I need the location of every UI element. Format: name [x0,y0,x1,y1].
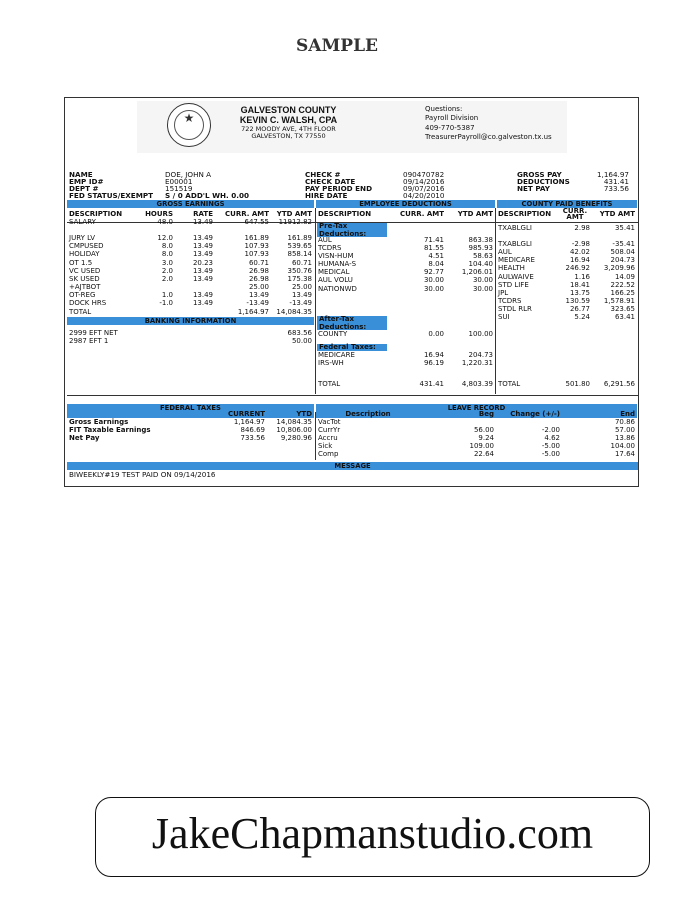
earnings-row [67,218,314,226]
benefits-rows [496,224,637,321]
pretax-row-cell: 863.38 [468,236,493,244]
earnings-row-cell: 3.0 [161,258,173,267]
earnings-row-cell [215,226,271,234]
fedtax-row-cell: 204.73 [468,351,493,359]
earnings-row-cell [137,283,175,291]
name-label: NAME [69,170,93,179]
earnings-row-cell: 107.93 [244,242,269,251]
earnings-row-cell: 13.49 [192,274,213,283]
deductions: 431.41 [603,177,629,186]
benefit-row-cell [592,232,637,240]
col-header: RATE [193,210,213,218]
leave-row [316,450,637,458]
benefit-row-cell: 222.52 [610,280,635,289]
earnings-row [67,267,314,275]
pretax-row-cell: 104.40 [468,260,493,269]
pretax-row [316,285,495,293]
col-header: DESCRIPTION [498,209,552,218]
earnings-row-cell: 25.00 [291,282,312,291]
earnings-row-cell: 25.00 [248,282,269,291]
pretax-row-cell: AUL VOLU [318,276,353,285]
benefit-row [496,264,637,272]
earnings-row-cell: 13.49 [192,242,213,251]
banking-row-cell: 50.00 [291,337,312,346]
earnings-row [67,234,314,242]
total-label: TOTAL [498,380,521,388]
gross-earnings-header: GROSS EARNINGS [67,200,314,208]
benefits-total [496,380,637,388]
pretax-row-cell: 58.63 [472,252,493,261]
pretax-row [316,268,495,276]
questions-label: Questions: [425,105,463,113]
message-header: MESSAGE [67,462,638,470]
banking-row [67,337,314,345]
earnings-total-curr: 1,164.97 [237,308,269,316]
benefit-row-cell: 63.41 [614,313,635,322]
net-pay: 733.56 [603,184,629,193]
earnings-row-cell: 858.14 [287,250,312,259]
deductions-total-curr: 431.41 [419,380,444,388]
earnings-row-cell: 26.98 [248,266,269,275]
earnings-row-cell: HOLIDAY [69,250,100,259]
fedtax-row-cell: 1,220.31 [461,359,493,368]
col-header: DESCRIPTION [69,210,123,218]
federal-row [67,418,314,426]
earnings-row-cell: 107.93 [244,250,269,259]
benefit-row-cell: 18.41 [569,280,590,289]
benefit-row [496,281,637,289]
leave-row-cell: 4.62 [544,434,560,443]
dept-label: DEPT # [69,184,99,193]
benefit-row-cell: TXABLGLI [498,224,532,232]
earnings-row-cell [175,226,215,234]
earnings-row-cell: 60.71 [291,258,312,267]
benefit-row-cell: 246.92 [565,264,590,273]
pay-stub [64,97,639,487]
banking-row-cell: 2999 EFT NET [69,329,118,337]
benefit-row [496,248,637,256]
leave-row-cell: 22.64 [473,450,494,459]
benefit-row-cell: 508.04 [610,248,635,257]
deductions-total [316,380,495,388]
pretax-row-cell: AUL [318,236,332,244]
aftertax-row-cell: 100.00 [468,330,493,338]
earnings-total [67,308,314,316]
earnings-row-cell: 13.49 [192,299,213,308]
banking-row-cell: 683.56 [287,329,312,337]
earnings-row-cell: 13.49 [192,266,213,275]
benefit-row-cell: 130.59 [565,296,590,305]
earnings-row-cell: 20.23 [192,258,213,267]
benefit-row-cell: -35.41 [612,240,635,249]
dept: 151519 [165,184,193,193]
deductions-total-ytd: 4,803.39 [461,380,493,388]
pay-period-end: 09/07/2016 [403,184,445,193]
division: Payroll Division [425,114,479,123]
benefit-row-cell: 26.77 [569,304,590,313]
address-line1: 722 MOODY AVE, 4TH FLOOR [241,124,336,133]
earnings-row [67,226,314,234]
benefit-row-cell: -2.98 [571,240,590,249]
studio-watermark-text: JakeChapmanstudio.com [151,809,594,858]
earnings-row [67,299,314,307]
federal-row-cell: 846.69 [240,426,265,435]
benefit-row-cell: 1.16 [574,272,590,281]
pretax-row-cell: 1,206.01 [461,268,493,277]
federal-row-cell: 1,164.97 [233,418,265,427]
benefit-row-cell: TXABLGLI [498,240,532,249]
benefits-table [496,208,637,220]
pretax-row [316,236,495,244]
benefit-row-cell [558,232,592,240]
benefit-row [496,313,637,321]
earnings-row [67,283,314,291]
federal-taxes-header: FEDERAL TAXES [67,404,314,412]
earnings-row-cell: 13.49 [192,250,213,259]
benefit-row [496,232,637,240]
benefit-row-cell: 14.09 [614,272,635,281]
banking-row [67,329,314,337]
pretax-row-cell: NATIONWD [318,284,357,293]
earnings-row-cell: -13.49 [289,299,312,308]
aftertax-table [316,330,495,338]
col-header: CURR. AMT [400,210,444,218]
federal-row [67,434,314,442]
earnings-row-cell [271,226,314,234]
check-date-label: CHECK DATE [305,177,356,186]
col-header: Change (+/-) [510,410,560,418]
earnings-row-cell: SALARY [69,218,96,227]
federal-row-cell: Net Pay [69,434,100,443]
benefit-row [496,273,637,281]
earnings-row [67,275,314,283]
pretax-row-cell: TCDRS [318,244,342,253]
county-name: GALVESTON COUNTY [240,105,337,115]
fedtax-row [316,351,495,359]
earnings-row-cell: OT-REG [69,290,96,299]
benefit-row-cell [496,232,558,240]
employee-name: DOE, JOHN A [165,170,212,179]
earnings-row-cell: 161.89 [244,234,269,243]
col-header: YTD AMT [457,210,493,218]
leave-table [316,410,637,459]
benefit-row-cell: 16.94 [569,256,590,265]
earnings-row-cell: 13.49 [291,290,312,299]
earnings-row-cell: CMPUSED [69,242,104,251]
benefit-row [496,297,637,305]
banking-table [67,329,314,345]
fed-status: S / 0 ADD'L WH. 0.00 [165,191,249,200]
stub-header [137,101,567,153]
aftertax-label: After-Tax Deductions: [317,316,387,330]
federal-row-cell: 14,084.35 [276,418,312,427]
benefit-row-cell: 5.24 [574,313,590,322]
earnings-row-cell: 13.49 [192,234,213,243]
leave-row-cell: 56.00 [473,426,494,435]
pretax-row [316,244,495,252]
hire-date-label: HIRE DATE [305,191,348,200]
earnings-row-cell: 13.49 [248,290,269,299]
benefit-row-cell: 166.25 [610,288,635,297]
leave-row [316,418,637,426]
benefit-row-cell: 13.75 [569,288,590,297]
earnings-row-cell: 13.49 [192,218,213,227]
earnings-row-cell: OT 1.5 [69,258,93,267]
col-header: CURRENT [227,410,265,418]
earnings-row-cell: 1.0 [161,290,173,299]
fedtax-label: Federal Taxes: [317,344,387,351]
col-header: YTD [296,410,312,418]
leave-row-cell: 13.86 [614,434,635,443]
benefit-row-cell: 204.73 [610,256,635,265]
message-text: BIWEEKLY#19 TEST PAID ON 09/14/2016 [69,470,216,479]
emp-id: E00001 [165,177,193,186]
hire-date: 04/20/2010 [403,191,445,200]
earnings-row-cell: 2.0 [161,274,173,283]
benefit-row [496,289,637,297]
col-header: HOURS [145,210,173,218]
benefit-row-cell: TCDRS [498,296,522,305]
leave-row [316,434,637,442]
earnings-row [67,291,314,299]
col-header: Beg [478,410,494,418]
benefits-total-curr: 501.80 [565,380,590,388]
benefit-row-cell: 35.41 [614,224,635,232]
earnings-table [67,210,314,307]
questions-info [425,105,552,143]
total-label: TOTAL [318,380,341,388]
gross-pay-label: GROSS PAY [517,170,562,179]
earnings-row-cell: +AJTBOT [69,282,101,291]
benefit-row-cell: 1,578.91 [603,296,635,305]
fedtax-row-cell: IRS-WH [318,359,344,368]
pretax-table [316,236,495,293]
leave-record-header: LEAVE RECORD [316,404,637,412]
pretax-row-cell: 985.93 [468,244,493,253]
check-date: 09/14/2016 [403,177,445,186]
county-info [231,105,346,141]
fedtax-row [316,359,495,367]
earnings-row-cell: 175.38 [287,274,312,283]
earnings-row-cell: 48.0 [157,218,173,227]
earnings-row-cell: 647.55 [244,218,269,227]
col-header: CURR. AMT [225,210,269,218]
earnings-row-cell: 60.71 [248,258,269,267]
earnings-row-cell: 161.89 [287,234,312,243]
texas-seal-icon: ★ [167,103,211,147]
benefit-row [496,305,637,313]
phone: 409-770-5387 [425,123,475,132]
benefit-row-cell: 3,209.96 [603,264,635,273]
col-header: YTD AMT [276,210,312,218]
pretax-label: Pre-Tax Deductions: [317,223,387,237]
pretax-row-cell: HUMANA-S [318,260,357,269]
earnings-row-cell: VC USED [69,266,101,275]
fedtax-table [316,351,495,367]
federal-row-cell: FIT Taxable Earnings [69,426,151,435]
studio-watermark [95,797,650,877]
pretax-row-cell: 8.04 [428,260,444,269]
check-label: CHECK # [305,170,341,179]
federal-table [67,410,314,442]
earnings-row-cell: 11912.82 [278,218,312,227]
benefit-row [496,224,637,232]
employee-deductions-header: EMPLOYEE DEDUCTIONS [316,200,495,208]
banking-header: BANKING INFORMATION [67,317,314,325]
col-header: DESCRIPTION [318,210,372,218]
earnings-total-ytd: 14,084.35 [276,308,312,316]
benefit-row-cell: SUI [498,313,510,322]
gross-pay: 1,164.97 [596,170,629,179]
benefit-row-cell: AULWAIVE [498,272,534,281]
benefit-row-cell: 42.02 [569,248,590,257]
benefit-row-cell: AUL [498,248,512,257]
benefit-row-cell: MEDICARE [498,256,535,265]
leave-row-cell: 17.64 [614,450,635,459]
leave-row-cell: -5.00 [541,442,560,451]
col-header: YTD AMT [599,209,635,218]
aftertax-row-cell: 0.00 [428,330,444,338]
leave-row-cell: -2.00 [541,426,560,435]
earnings-row-cell [175,283,215,291]
fed-status-label: FED STATUS/EXEMPT [69,191,154,200]
leave-row-cell: 9.24 [478,434,494,443]
earnings-row-cell: 350.76 [287,266,312,275]
check-number: 090470782 [403,170,445,179]
leave-row-cell: 109.00 [469,442,494,451]
earnings-row-cell: 26.98 [248,274,269,283]
earnings-row-cell: DOCK HRS [69,299,107,308]
pretax-row-cell: 4.51 [428,252,444,261]
federal-row-cell: 10,806.00 [276,426,312,435]
earnings-row-cell: SK USED [69,274,100,283]
pretax-row-cell: 92.77 [423,268,444,277]
total-label: TOTAL [69,308,92,316]
benefit-row-cell: STDL RLR [498,304,532,313]
banking-row-cell: 2987 EFT 1 [69,337,109,346]
earnings-row-cell [137,226,175,234]
federal-row-cell: 9,280.96 [280,434,312,443]
county-benefits-header: COUNTY PAID BENEFITS [497,200,637,208]
pretax-row [316,276,495,284]
email: TreasurerPayroll@co.galveston.tx.us [425,133,552,142]
pretax-row-cell: 30.00 [423,276,444,285]
pretax-row [316,252,495,260]
leave-row-cell: Accru [318,434,338,443]
federal-row-cell: Gross Earnings [69,418,129,427]
pretax-row-cell: 81.55 [423,244,444,253]
pretax-row [316,260,495,268]
earnings-row [67,242,314,250]
earnings-row-cell: JURY LV [69,234,96,243]
deductions-table [316,210,495,218]
earnings-row-cell: 539.65 [287,242,312,251]
earnings-row-cell: -1.0 [159,299,173,308]
earnings-row-cell: 8.0 [161,242,173,251]
benefits-total-ytd: 6,291.56 [603,380,635,388]
pretax-row-cell: 30.00 [472,276,493,285]
earnings-row [67,250,314,258]
pretax-row-cell: 30.00 [472,284,493,293]
leave-row-cell [496,418,562,426]
earnings-row-cell: -13.49 [246,299,269,308]
fedtax-row-cell: 16.94 [423,351,444,359]
earnings-row-cell [67,226,137,234]
benefit-row [496,256,637,264]
benefit-row-cell: STD LIFE [498,280,529,289]
leave-row-cell: Sick [318,442,333,451]
leave-row-cell: 104.00 [610,442,635,451]
benefit-row-cell: HEALTH [498,264,525,273]
official-name: KEVIN C. WALSH, CPA [239,115,338,126]
leave-row-cell: VacTot [318,418,341,427]
leave-row [316,442,637,450]
deductions-label: DEDUCTIONS [517,177,570,186]
benefit-row [496,240,637,248]
benefit-row-cell: 2.98 [574,224,590,232]
earnings-row-cell: 8.0 [161,250,173,259]
earnings-row [67,259,314,267]
aftertax-row-cell: COUNTY [318,330,348,338]
fedtax-row-cell: 96.19 [423,359,444,368]
fedtax-row-cell: MEDICARE [318,351,355,359]
earnings-row-cell: 13.49 [192,290,213,299]
aftertax-row [316,330,495,338]
earnings-row-cell: 12.0 [157,234,173,243]
federal-row-cell: 733.56 [240,434,265,443]
leave-row-cell: 57.00 [614,426,635,435]
pay-period-label: PAY PERIOD END [305,184,373,193]
pretax-row-cell: VISN-HUM [318,252,354,261]
leave-row [316,426,637,434]
sample-watermark: SAMPLE [296,36,378,56]
net-pay-label: NET PAY [517,184,551,193]
col-header: End [620,410,635,418]
address-line2: GALVESTON, TX 77550 [251,132,326,141]
federal-row [67,426,314,434]
leave-row-cell [420,418,496,426]
benefit-row-cell: 323.65 [610,304,635,313]
leave-row-cell: CurrYr [318,426,341,435]
leave-row-cell: Comp [318,450,339,459]
col-header: Description [345,410,391,418]
col-header: CURR. AMT [562,207,588,221]
emp-id-label: EMP ID# [69,177,104,186]
benefit-row-cell: JPL [498,288,509,297]
leave-row-cell: -5.00 [541,450,560,459]
pretax-row-cell: 30.00 [423,284,444,293]
pretax-row-cell: 71.41 [423,236,444,244]
leave-row-cell: 70.86 [614,418,635,427]
pretax-row-cell: MEDICAL [318,268,350,277]
earnings-row-cell: 2.0 [161,266,173,275]
